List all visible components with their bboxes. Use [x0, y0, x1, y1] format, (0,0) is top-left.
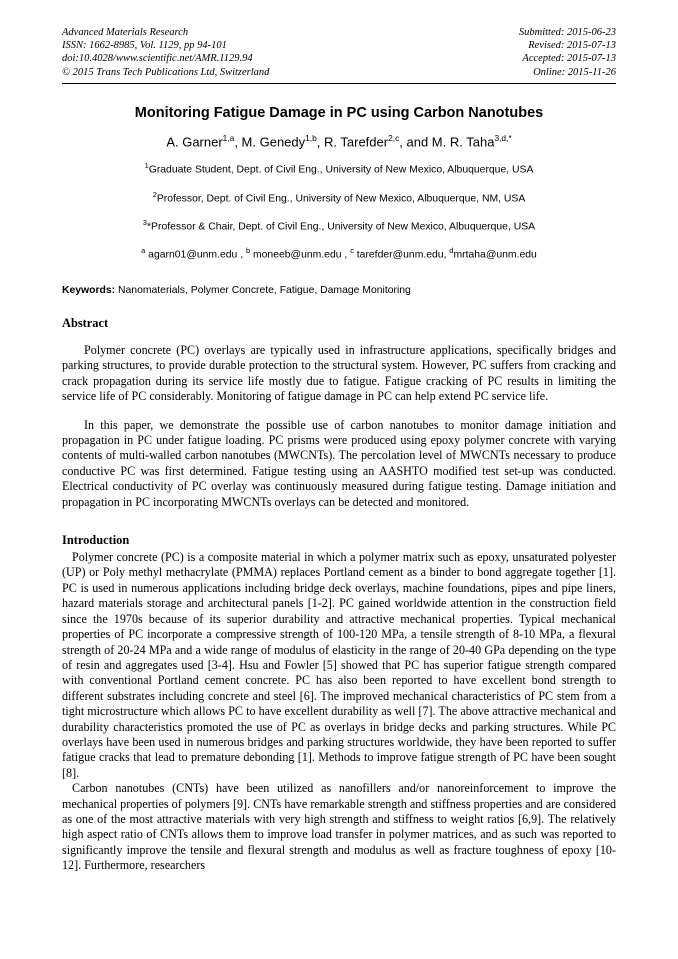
email-a[interactable]: agarn01@unm.edu , [145, 249, 246, 261]
introduction-paragraph-1: Polymer concrete (PC) is a composite material in which a polymer matrix such as epoxy, unsaturated polyester (UP) or Poly methyl methacrylate (PMMA) replaces Portland cement as a binder to bond aggregate together [1]. PC is used in numerous applications including bridge deck overlays, machine foundations, pipes and pipe liners, hazard materials storage and architectural panels [1-2]. PC gained worldwide attention in the construction field since the 1970s because of its superior durability and attractive mechanical properties. Typical mechanical properties of PC incorporate a compressive strength of 100-120 MPa, a tensile strength of 8-10 MPa, a flexural strength of 20-24 MPa and a wide range of modulus of elasticity in the range of 20-40 GPa depending on the type of resin and aggregates used [3-4]. Hsu and Fowler [5] showed that PC has superior fatigue strength compared with conventional Portland cement concrete. PC has also been reported to have excellent bond strength to different substrates including concrete and steel [6]. The improved mechanical characteristics of PC stem from a tight microstructure which allows PC to have excellent durability as well [7]. The above attractive mechanical and durability characteristics promoted the use of PC as overlays in bridge decks and parking structures. While PC overlays have been used in numerous bridges and parking structures worldwide, they have been reported to suffer fatigue cracks that lead to premature debonding [1]. Methods to improve fatigue strength of PC have been sought [8]. [62, 550, 616, 780]
email-a-sup: a [141, 245, 146, 255]
journal-issn-volume: ISSN: 1662-8985, Vol. 1129, pp 94-101 [62, 40, 227, 52]
date-accepted: Accepted: 2015-07-13 [522, 53, 616, 65]
journal-header [62, 26, 616, 84]
keywords-label: Keywords: [62, 285, 116, 297]
affiliation-3-sup: 3 [142, 218, 148, 228]
author-4-sup: 3,d,* [494, 132, 512, 143]
affiliation-1-sup: 1 [144, 161, 149, 171]
journal-header-left [62, 26, 269, 79]
journal-name: Advanced Materials Research [62, 27, 189, 38]
paper-title: Monitoring Fatigue Damage in PC using Carbon Nanotubes [134, 104, 544, 121]
email-c[interactable]: tarefder@unm.edu, [353, 249, 450, 261]
introduction-heading: Introduction [62, 533, 130, 548]
author-3-sup: 2,c [388, 132, 400, 143]
author-list [62, 133, 616, 149]
author-4: , and M. R. Taha [399, 134, 495, 150]
email-d-sup: d [449, 245, 454, 255]
journal-copyright: © 2015 Trans Tech Publications Ltd, Switzerland [62, 66, 270, 78]
date-online: Online: 2015-11-26 [533, 66, 616, 78]
author-2: , M. Genedy [234, 134, 306, 150]
affiliation-2-sup: 2 [152, 189, 157, 199]
author-1: A. Garner [166, 134, 223, 150]
email-c-sup: c [350, 245, 354, 255]
date-revised: Revised: 2015-07-13 [528, 40, 616, 52]
affiliation-3-text: *Professor & Chair, Dept. of Civil Eng., University of New Mexico, Albuquerque, USA [147, 221, 536, 233]
journal-header-right [519, 26, 616, 79]
author-1-sup: 1,a [222, 132, 235, 143]
affiliation-3 [62, 216, 616, 234]
author-emails [62, 246, 616, 260]
keywords-value: Nanomaterials, Polymer Concrete, Fatigue, Damage Monitoring [115, 285, 411, 297]
email-b[interactable]: moneeb@unm.edu , [250, 249, 351, 261]
email-b-sup: b [245, 245, 251, 255]
keywords-line [62, 285, 616, 296]
abstract-paragraph-1: Polymer concrete (PC) overlays are typically used in infrastructure applications, specifically bridges and parking structures, to provide durable protection to the structural system. However, PC suffers from cracking and crack propagation during its service life mostly due to fatigue. Fatigue cracking of PC results in limiting the service life of PC considerably. Monitoring of fatigue damage in PC can help extend PC service life. [62, 343, 616, 404]
date-submitted: Submitted: 2015-06-23 [518, 27, 616, 38]
abstract-heading: Abstract [62, 316, 109, 331]
affiliation-1 [62, 159, 616, 177]
email-d[interactable]: mrtaha@unm.edu [453, 249, 537, 261]
author-3: , R. Tarefder [316, 134, 389, 150]
affiliation-2 [62, 188, 616, 206]
journal-doi: doi:10.4028/www.scientific.net/AMR.1129.94 [62, 53, 253, 65]
abstract-paragraph-2: In this paper, we demonstrate the possible use of carbon nanotubes to monitor damage initiation and propagation in PC under fatigue loading. PC prisms were produced using epoxy polymer concrete with varying contents of multi-walled carbon nanotubes (MWCNTs). The percolation level of MWCNTs necessary to produce conductive PC was first determined. Fatigue testing using an AASHTO modified test set-up was conducted. Electrical conductivity of PC overlay was continuously measured during fatigue testing. Damage initiation and propagation in PC incorporating MWCNTs overlays can be detected and monitored. [62, 417, 616, 509]
affiliation-1-text: Graduate Student, Dept. of Civil Eng., University of New Mexico, Albuquerque, USA [148, 164, 534, 176]
introduction-paragraph-2: Carbon nanotubes (CNTs) have been utilized as nanofillers and/or nanoreinforcement to improve the mechanical properties of polymers [9]. CNTs have remarkable strength and stiffness properties and are considered as one of the most attractive materials with very high strength and stiffness to weight ratios [6,9]. The relatively high aspect ratio of CNTs allows them to improve load transfer in polymer matrices, and as such was reported to significantly improve the tensile and flexural strength and modulus as well as fracture toughness of epoxy [10-12]. Furthermore, researchers [62, 781, 616, 873]
affiliation-2-text: Professor, Dept. of Civil Eng., University of New Mexico, Albuquerque, NM, USA [156, 193, 526, 205]
author-2-sup: 1,b [305, 132, 317, 143]
